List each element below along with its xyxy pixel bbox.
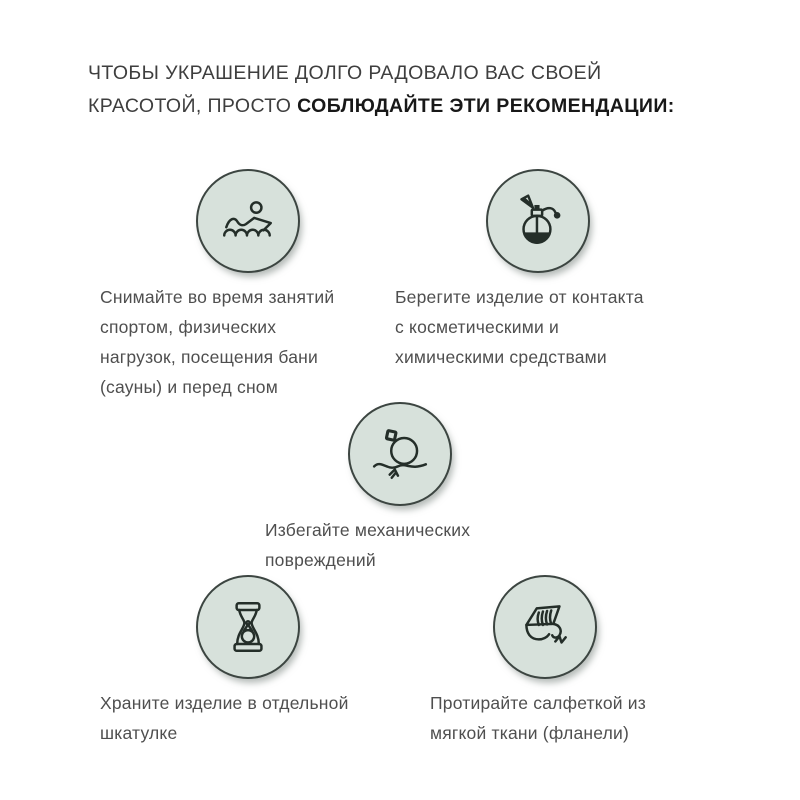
- text-line: Храните изделие в отдельной: [100, 693, 349, 713]
- text-line: нагрузок, посещения бани: [100, 347, 319, 367]
- perfume-atomizer-icon-circle: [486, 169, 590, 273]
- recommendation-card: [395, 169, 680, 402]
- recommendation-card: [430, 575, 660, 748]
- page-title-line2-regular: КРАСОТОЙ, ПРОСТО: [88, 95, 298, 117]
- text-line: (сауны) и перед сном: [100, 377, 278, 397]
- swimmer-icon: [217, 190, 279, 252]
- text-line: химическими средствами: [395, 347, 607, 367]
- recommendation-card: [100, 575, 395, 748]
- page-title-line2-bold: СОБЛЮДАЙТЕ ЭТИ РЕКОМЕНДАЦИИ:: [297, 95, 675, 117]
- ring-box-icon: [217, 596, 279, 658]
- wiping-cloth-hands-icon: [514, 596, 576, 658]
- text-line: шкатулке: [100, 723, 178, 743]
- recommendation-card: [265, 402, 535, 575]
- recommendation-text: [265, 515, 535, 575]
- text-line: Снимайте во время занятий: [100, 287, 335, 307]
- recommendation-text: [100, 688, 395, 748]
- damaged-ring-icon-circle: [348, 402, 452, 506]
- recommendation-text: [430, 688, 660, 748]
- text-line: повреждений: [265, 550, 376, 570]
- text-line: Протирайте салфеткой из: [430, 693, 646, 713]
- text-line: Избегайте механических: [265, 520, 471, 540]
- swimmer-icon-circle: [196, 169, 300, 273]
- recommendation-text: [395, 282, 680, 372]
- text-line: Берегите изделие от контакта: [395, 287, 644, 307]
- text-line: с косметическими и: [395, 317, 559, 337]
- text-line: мягкой ткани (фланели): [430, 723, 630, 743]
- perfume-atomizer-icon: [507, 190, 569, 252]
- recommendations-row-2: [265, 402, 800, 575]
- recommendations-row-1: [100, 169, 800, 402]
- damaged-ring-icon: [369, 423, 431, 485]
- wiping-cloth-hands-icon-circle: [493, 575, 597, 679]
- text-line: спортом, физических: [100, 317, 277, 337]
- page-title-line1: ЧТОБЫ УКРАШЕНИЕ ДОЛГО РАДОВАЛО ВАС СВОЕЙ: [88, 62, 602, 84]
- recommendation-text: [100, 282, 395, 402]
- page-title: [88, 57, 748, 123]
- ring-box-icon-circle: [196, 575, 300, 679]
- recommendations-row-3: [100, 575, 800, 748]
- recommendation-card: [100, 169, 395, 402]
